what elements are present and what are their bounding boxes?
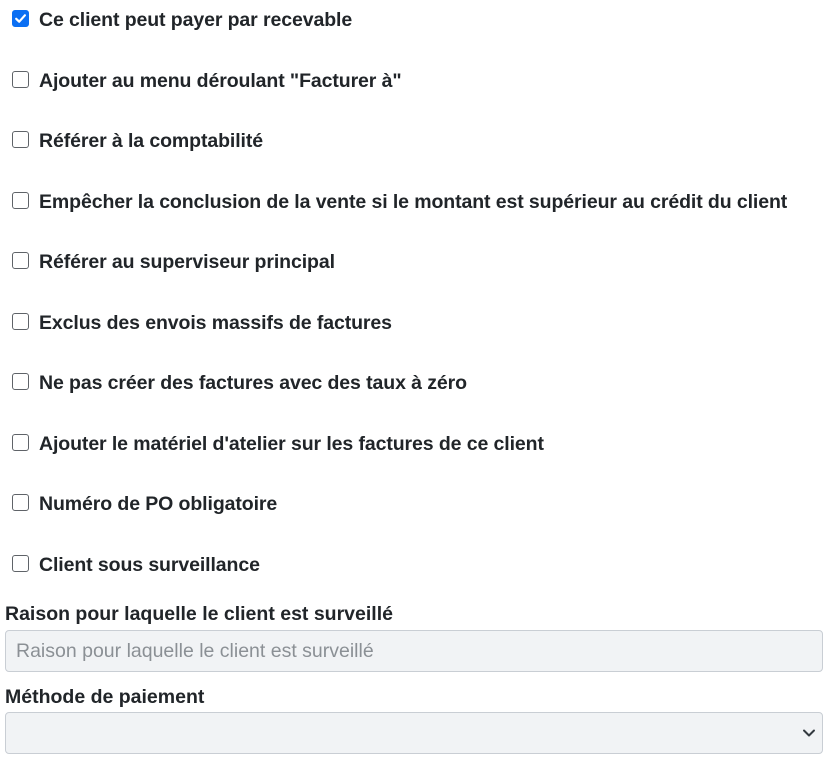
checkbox-refer-to-accounting[interactable]: [12, 131, 29, 148]
option-no-zero-rate-invoices[interactable]: [12, 372, 827, 433]
option-exclude-bulk-invoices-label: Exclus des envois massifs de factures: [39, 311, 392, 334]
option-refer-to-main-supervisor-label: Référer au superviseur principal: [39, 251, 335, 273]
checkbox-add-shop-supplies[interactable]: [12, 434, 29, 451]
option-add-shop-supplies[interactable]: [12, 433, 827, 494]
chevron-down-icon: [802, 726, 816, 745]
option-block-sale-over-credit[interactable]: [12, 191, 827, 252]
surveillance-reason-input[interactable]: [5, 630, 823, 672]
checkbox-no-zero-rate-invoices[interactable]: [12, 373, 29, 390]
checkbox-po-number-required[interactable]: [12, 494, 29, 511]
checkbox-block-sale-over-credit[interactable]: [12, 192, 29, 209]
option-pay-by-receivable[interactable]: [12, 9, 827, 70]
checkbox-add-to-bill-to-dropdown[interactable]: [12, 71, 29, 88]
client-options-list: [12, 9, 827, 614]
option-refer-to-main-supervisor[interactable]: [12, 251, 827, 312]
checkbox-client-under-watch[interactable]: [12, 555, 29, 572]
option-no-zero-rate-invoices-label: Ne pas créer des factures avec des taux à zéro: [39, 372, 467, 394]
option-refer-to-accounting[interactable]: [12, 130, 827, 191]
option-add-to-bill-to-dropdown[interactable]: [12, 70, 827, 131]
option-exclude-bulk-invoices[interactable]: [12, 312, 827, 373]
option-client-under-watch-label: Client sous surveillance: [39, 553, 260, 576]
option-po-number-required[interactable]: [12, 493, 827, 554]
option-add-to-bill-to-dropdown-label: Ajouter au menu déroulant "Facturer à": [39, 69, 402, 92]
option-po-number-required-label: Numéro de PO obligatoire: [39, 493, 278, 515]
surveillance-reason-label: Raison pour laquelle le client est surveillé: [5, 603, 393, 625]
option-refer-to-accounting-label: Référer à la comptabilité: [39, 130, 263, 152]
option-block-sale-over-credit-label: Empêcher la conclusion de la vente si le montant est supérieur au crédit du client: [39, 190, 788, 213]
payment-method-select[interactable]: [5, 712, 823, 754]
checkbox-pay-by-receivable[interactable]: [12, 10, 29, 27]
payment-method-label: Méthode de paiement: [5, 686, 205, 708]
checkbox-exclude-bulk-invoices[interactable]: [12, 313, 29, 330]
checkmark-icon: [14, 12, 27, 25]
option-add-shop-supplies-label: Ajouter le matériel d'atelier sur les factures de ce client: [39, 432, 544, 455]
option-pay-by-receivable-label: Ce client peut payer par recevable: [39, 9, 353, 31]
checkbox-refer-to-main-supervisor[interactable]: [12, 252, 29, 269]
